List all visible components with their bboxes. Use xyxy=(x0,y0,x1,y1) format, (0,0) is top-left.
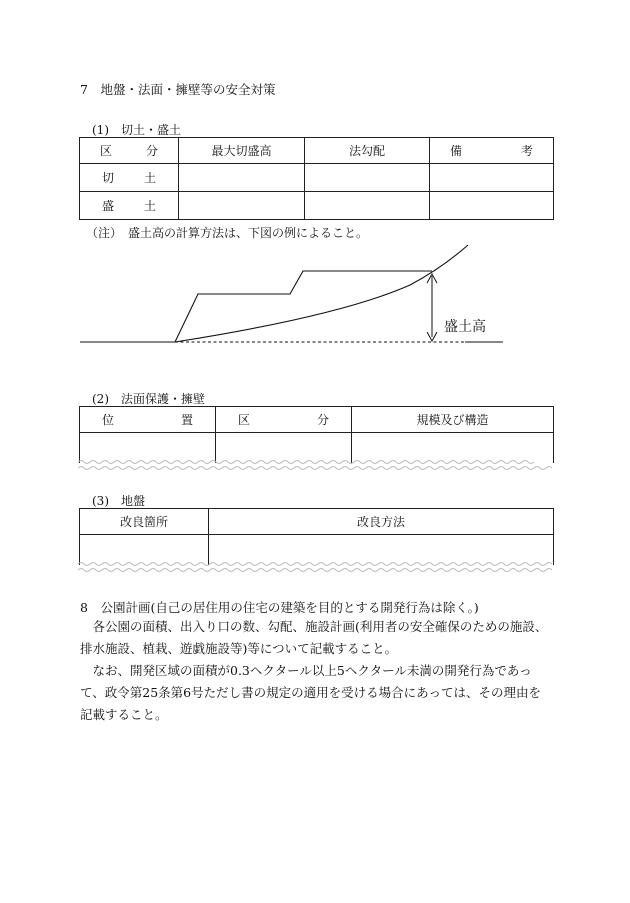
row-text: 盛 xyxy=(102,199,115,213)
header-text: 考 xyxy=(520,144,533,158)
row-text: 土 xyxy=(143,199,156,213)
cell-empty xyxy=(216,433,352,463)
header-max-height: 最大切盛高 xyxy=(179,138,305,164)
header-text: 分 xyxy=(145,144,158,158)
header-text: 区 xyxy=(100,144,113,158)
wave-line xyxy=(78,461,534,464)
row-text: 切 xyxy=(102,171,115,185)
cell-empty xyxy=(352,433,554,463)
table-break-wave xyxy=(78,561,555,575)
section-8-paragraph-2: なお、開発区域の面積が0.3ヘクタール以上5ヘクタール未満の開発行為であって、政令第25条第6号ただし書の規定の適用を受ける場合にあっては、その理由を記載すること。 xyxy=(80,663,541,722)
wave-line xyxy=(78,569,552,572)
cell-empty xyxy=(80,535,209,565)
header-text: 備 xyxy=(450,144,463,158)
row-text: 土 xyxy=(143,171,156,185)
header-scale-structure: 規模及び構造 xyxy=(352,407,554,433)
table-row xyxy=(80,535,554,565)
wave-line xyxy=(78,467,552,470)
slope-protection-table xyxy=(79,406,554,463)
figure-note: （注） 盛土高の計算方法は、下図の例によること。 xyxy=(86,226,369,240)
header-location xyxy=(80,407,216,433)
wave-line xyxy=(78,563,552,566)
section-7-title: 7 地盤・法面・擁壁等の安全対策 xyxy=(80,82,276,97)
fill-outline xyxy=(175,271,432,342)
section-8-title: 8 公園計画(自己の居住用の住宅の建築を目的とする開発行為は除く。) xyxy=(80,600,479,615)
ground-improvement-table xyxy=(79,508,554,565)
header-category xyxy=(216,407,352,433)
subsection-3-title: (3) 地盤 xyxy=(92,494,145,508)
fill-height-diagram xyxy=(0,0,630,360)
fill-height-label: 盛土高 xyxy=(444,319,486,335)
header-improvement-method: 改良方法 xyxy=(209,509,554,535)
header-slope: 法勾配 xyxy=(305,138,430,164)
header-improvement-location: 改良箇所 xyxy=(80,509,209,535)
header-text: 分 xyxy=(316,413,329,427)
cell-empty xyxy=(80,433,216,463)
header-text: 区 xyxy=(238,413,251,427)
table-header-row xyxy=(80,509,554,535)
header-text: 置 xyxy=(180,413,193,427)
subsection-2-title: (2) 法面保護・擁壁 xyxy=(92,392,205,406)
table-row xyxy=(80,433,554,463)
header-text: 位 xyxy=(102,413,115,427)
section-8-paragraph-1: 各公園の面積、出入り口の数、勾配、施設計画(利用者の安全確保のための施設、排水施設、植栽、遊戯施設等)等について記載すること。 xyxy=(80,619,548,656)
subsection-1-title: (1) 切土・盛土 xyxy=(92,123,181,137)
table-header-row xyxy=(80,407,554,433)
table-break-wave xyxy=(78,459,555,473)
cell-empty xyxy=(209,535,554,565)
